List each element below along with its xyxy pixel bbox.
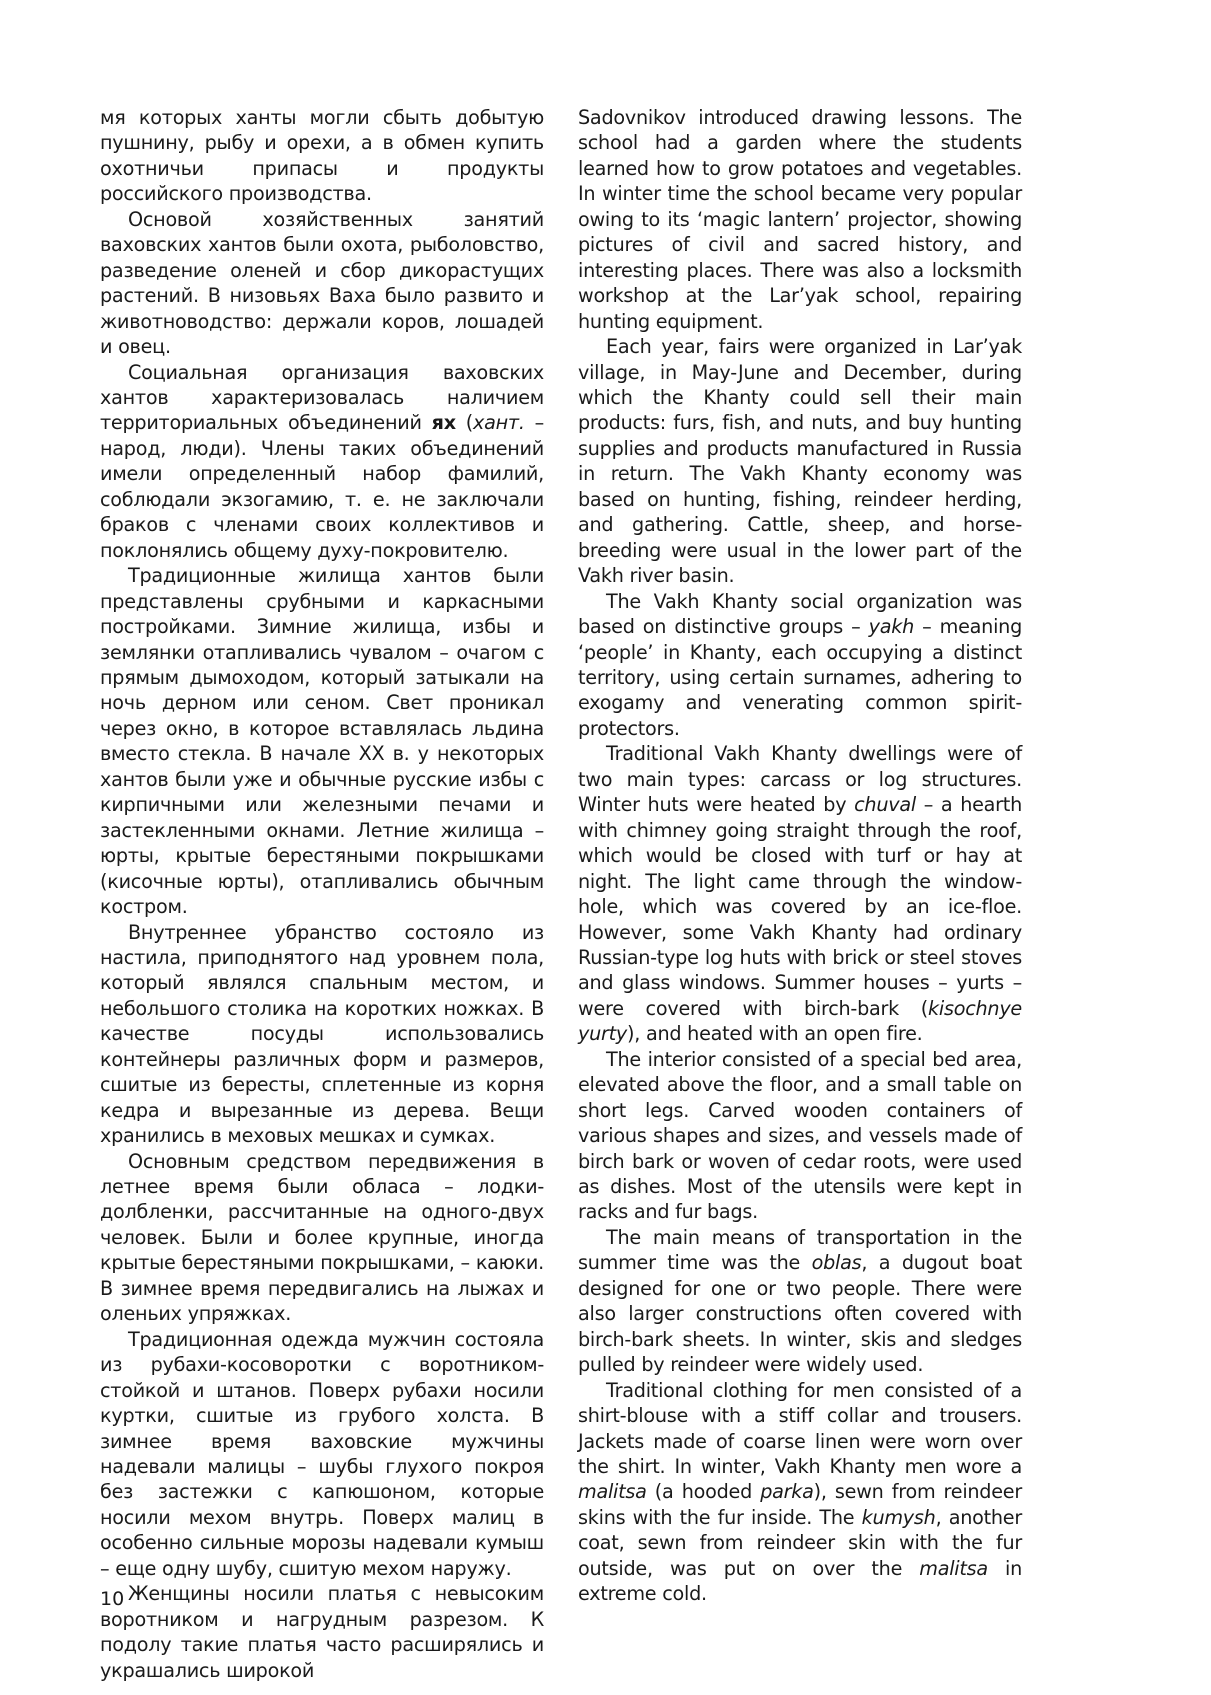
paragraph: Each year, fairs were organized in Lar’yak village, in May-June and December, during which the Khanty could sell their main products: furs, fish, and nuts, and buy hunting supplies and products manufactured in Russia in return. The Vakh Khanty economy was based on hunting, fishing, reindeer herding, and gathering. Cattle, sheep, and horse-breeding were usual in the lower part of the Vakh river basin. <box>578 335 1022 588</box>
term-italic: oblas <box>811 1251 862 1275</box>
term-italic: malitsa <box>578 1480 647 1504</box>
paragraph: Traditional clothing for men consisted of a shirt-blouse with a stiff collar and trousers. Jackets made of coarse linen were worn over the shirt. In winter, Vakh Khanty men wore a malitsa (a hooded parka), sewn from reindeer skins with the fur inside. The kumysh, another coat, sewn from reindeer skin with the fur outside, was put on over the malitsa in extreme cold. <box>578 1378 1022 1606</box>
term-italic: malitsa <box>919 1556 988 1580</box>
paragraph: Традиционные жилища хантов были представлены срубными и каркасными постройками. Зимние жилища, избы и землянки отапливались чувалом – очагом с прямым дымоходом, который затыкали на ночь дерном или сеном. Свет проникал через окно, в которое вставлялась льдина вместо стекла. В начале XX в. у некоторых хантов были уже и обычные русские избы с кирпичными или железными печами и застекленными окнами. Летние жилища – юрты, крытые берестяными покрышками (кисочные юрты), отапливались обычным костром. <box>100 564 544 919</box>
paragraph: Женщины носили платья с невысоким воротником и нагрудным разрезом. К подолу такие платья часто расширялись и украшались широкой <box>100 1582 544 1682</box>
term-italic: kumysh <box>861 1505 936 1529</box>
paragraph: мя которых ханты могли сбыть добытую пушнину, рыбу и орехи, а в обмен купить охотничьи припасы и продукты российского производства. <box>100 106 544 206</box>
paragraph: Основным средством передвижения в летнее время были обласа – лодки-долбленки, рассчитанные на одного-двух человек. Были и более крупные, иногда крытые берестяными покрышками, – каюки. В зимнее время передвигались на лыжах и оленьих упряжках. <box>100 1149 544 1326</box>
paragraph: Внутреннее убранство состояло из настила, приподнятого над уровнем пола, который являлся спальным местом, и небольшого столика на коротких ножках. В качестве посуды использовались контейнеры различных форм и размеров, сшитые из бересты, сплетенные из корня кедра и вырезанные из дерева. Вещи хранились в меховых мешках и сумках. <box>100 920 544 1148</box>
paragraph: Traditional Vakh Khanty dwellings were of two main types: carcass or log structures. Winter huts were heated by chuval – a hearth with chimney going straight through the roof, which would be closed with turf or hay at night. The light came through the window-hole, which was covered by an ice-floe. However, some Vakh Khanty had ordinary Russian-type log huts with brick or steel stoves and glass windows. Summer houses – yurts – were covered with birch-bark (kisochnye yurty), and heated with an open fire. <box>578 742 1022 1046</box>
paragraph: Социальная организация ваховских хантов характеризовалась наличием территориальных объединений ях (хант. – народ, люди). Члены таких объединений имели определенный набор фамилий, соблюдали экзогамию, т. е. не заключали браков с членами своих коллективов и поклонялись общему духу-покровителю. <box>100 360 544 562</box>
paragraph: The main means of transportation in the summer time was the oblas, a dugout boat designed for one or two people. There were also larger constructions often covered with birch-bark sheets. In winter, skis and sledges pulled by reindeer were widely used. <box>578 1225 1022 1377</box>
term-italic: yakh <box>868 615 915 639</box>
term-italic: parka <box>760 1480 814 1504</box>
russian-text-column <box>100 105 544 1683</box>
term-italic: хант. <box>473 411 525 435</box>
paragraph: Sadovnikov introduced drawing lessons. The school had a garden where the students learned how to grow potatoes and vegetables. In winter time the school became very popular owing to its ‘magic lantern’ projector, showing pictures of civil and sacred history, and interesting places. There was also a locksmith workshop at the Lar’yak school, repairing hunting equipment. <box>578 106 1022 333</box>
term-italic: kisochnye yurty <box>578 996 1022 1046</box>
term-bold: ях <box>431 411 456 435</box>
paragraph: Традиционная одежда мужчин состояла из рубахи-косоворотки с воротником-стойкой и штанов. Поверх рубахи носили куртки, сшитые из грубого холста. В зимнее время ваховские мужчины надевали малицы – шубы глухого покроя без застежки с капюшоном, которые носили мехом внутрь. Поверх малиц в особенно сильные морозы надевали кумыш – еще одну шубу, сшитую мехом наружу. <box>100 1327 544 1580</box>
paragraph: Основой хозяйственных занятий ваховских хантов были охота, рыболовство, разведение оленей и сбор дикорастущих растений. В низовьях Ваха было развито и животноводство: держали коров, лошадей и овец. <box>100 207 544 359</box>
english-text-column <box>578 105 1022 1607</box>
paragraph: The Vakh Khanty social organization was based on distinctive groups – yakh – meaning ‘people’ in Khanty, each occupying a distinct territory, using certain surnames, adhering to exogamy and venerating common spirit-protectors. <box>578 589 1022 740</box>
paragraph: The interior consisted of a special bed area, elevated above the floor, and a small table on short legs. Carved wooden containers of various shapes and sizes, and vessels made of birch bark or woven of cedar roots, were used as dishes. Most of the utensils were kept in racks and fur bags. <box>578 1047 1022 1224</box>
page-number: 10 <box>100 1588 125 1610</box>
term-italic: chuval <box>854 793 916 817</box>
